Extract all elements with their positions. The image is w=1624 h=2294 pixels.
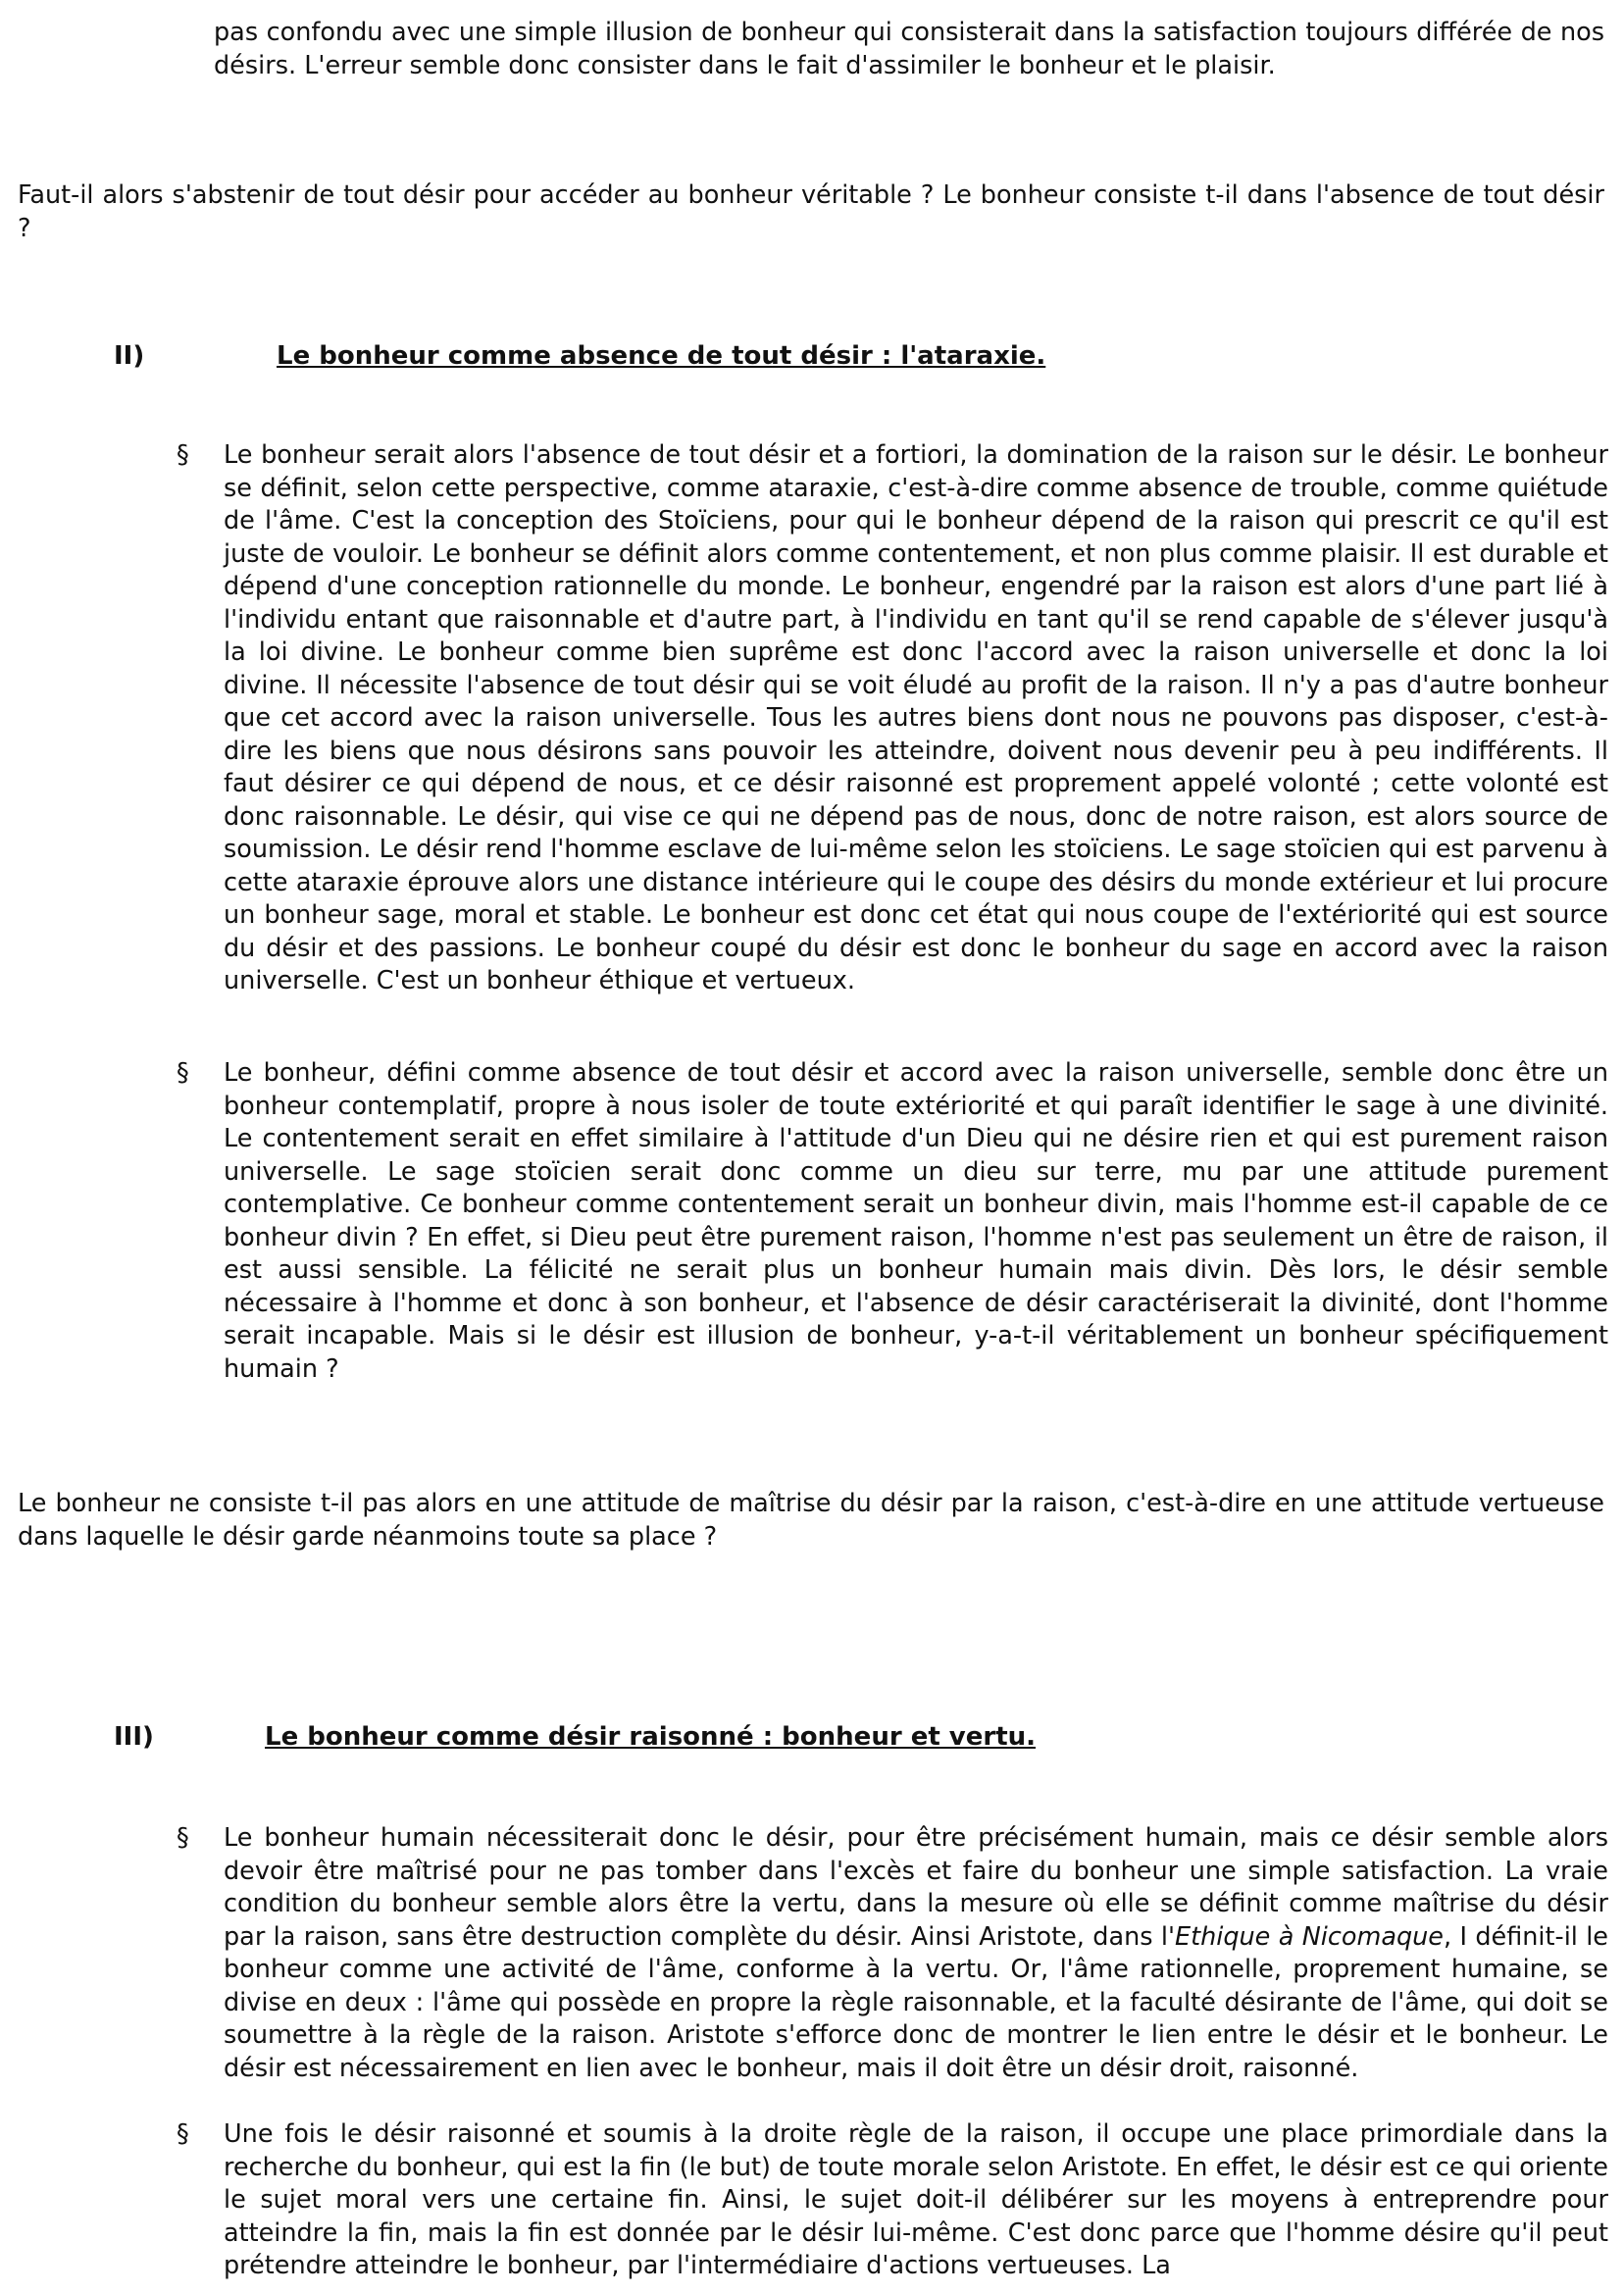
- section-2-heading: [114, 339, 1046, 373]
- section-3-number: III): [114, 1722, 154, 1752]
- section-2-point-2-text: Le bonheur, défini comme absence de tout désir et accord avec la raison universelle, semble donc être un bonheur contemplatif, propre à nous isoler de toute extériorité et qui paraît identifier le sage à une divinité. Le contentement serait en effet similaire à l'attitude d'un Dieu qui ne désire rien et qui est purement raison universelle. Le sage stoïcien serait donc comme un dieu sur terre, mu par une attitude purement contemplative. Ce bonheur comme contentement serait un bonheur divin, mais l'homme est-il capable de ce bonheur divin ? En effet, si Dieu peut être purement raison, l'homme n'est pas seulement un être de raison, il est aussi sensible. La félicité ne serait plus un bonheur humain mais divin. Dès lors, le désir semble nécessaire à l'homme et donc à son bonheur, et l'absence de désir caractériserait la divinité, dont l'homme serait incapable. Mais si le désir est illusion de bonheur, y-a-t-il véritablement un bonheur spécifiquement humain ?: [224, 1058, 1608, 1384]
- section-2-point-1-text: Le bonheur serait alors l'absence de tout désir et a fortiori, la domination de la raison sur le désir. Le bonheur se définit, selon cette perspective, comme ataraxie, c'est-à-dire comme absence de trouble, comme quiétude de l'âme. C'est la conception des Stoïciens, pour qui le bonheur dépend de la raison qui prescrit ce qu'il est juste de vouloir. Le bonheur se définit alors comme contentement, et non plus comme plaisir. Il est durable et dépend d'une conception rationnelle du monde. Le bonheur, engendré par la raison est alors d'une part lié à l'individu entant que raisonnable et d'autre part, à l'individu en tant qu'il se rend capable de s'élever jusqu'à la loi divine. Le bonheur comme bien suprême est donc l'accord avec la raison universelle et donc la loi divine. Il nécessite l'absence de tout désir qui se voit éludé au profit de la raison. Il n'y a pas d'autre bonheur que cet accord avec la raison universelle. Tous les autres biens dont nous ne pouvons pas disposer, c'est-à-dire les biens que nous désirons sans pouvoir les atteindre, doivent nous devenir peu à peu indifférents. Il faut désirer ce qui dépend de nous, et ce désir raisonné est proprement appelé volonté ; cette volonté est donc raisonnable. Le désir, qui vise ce qui ne dépend pas de nous, donc de notre raison, est alors source de soumission. Le désir rend l'homme esclave de lui-même selon les stoïciens. Le sage stoïcien qui est parvenu à cette ataraxie éprouve alors une distance intérieure qui le coupe des désirs du monde extérieur et lui procure un bonheur sage, moral et stable. Le bonheur est donc cet état qui nous coupe de l'extériorité qui est source du désir et des passions. Le bonheur coupé du désir est donc le bonheur du sage en accord avec la raison universelle. C'est un bonheur éthique et vertueux.: [224, 440, 1608, 995]
- section-2-point-1: [177, 439, 1608, 1055]
- book-title: Ethique à Nicomaque: [1174, 1921, 1444, 1952]
- section-3-point-2: [177, 2118, 1608, 2285]
- top-paragraph: pas confondu avec une simple illusion de bonheur qui consisterait dans la satisfaction toujours différée de nos désirs. L'erreur semble donc consister dans le fait d'assimiler le bonheur et le plaisir.: [214, 18, 1604, 80]
- section-mark-icon: §: [177, 2119, 189, 2149]
- transition-question-1: Faut-il alors s'abstenir de tout désir pour accéder au bonheur véritable ? Le bonheur consiste t-il dans l'absence de tout désir ?: [18, 180, 1604, 243]
- section-2-number: II): [114, 341, 145, 371]
- section-3-title: Le bonheur comme désir raisonné : bonheur et vertu.: [265, 1722, 1037, 1752]
- section-mark-icon: §: [177, 440, 189, 470]
- transition-question-2: Le bonheur ne consiste t-il pas alors en une attitude de maîtrise du désir par la raison, c'est-à-dire en une attitude vertueuse dans laquelle le désir garde néanmoins toute sa place ?: [18, 1489, 1604, 1552]
- section-3-point-1: [177, 1822, 1608, 2116]
- section-3-heading: [114, 1720, 1037, 1754]
- section-3-point-2-text: Une fois le désir raisonné et soumis à la droite règle de la raison, il occupe une place primordiale dans la recherche du bonheur, qui est la fin (le but) de toute morale selon Aristote. En effet, le désir est ce qui oriente le sujet moral vers une certaine fin. Ainsi, le sujet doit-il délibérer sur les moyens à entreprendre pour atteindre la fin, mais la fin est donnée par le désir lui-même. C'est donc parce que l'homme désire qu'il peut prétendre atteindre le bonheur, par l'intermédiaire d'actions vertueuses. La: [224, 2119, 1608, 2280]
- section-mark-icon: §: [177, 1058, 189, 1088]
- section-3-point-1-text: Le bonheur humain nécessiterait donc le désir, pour être précisément humain, mais ce désir semble alors devoir être maîtrisé pour ne pas tomber dans l'excès et faire du bonheur une simple satisfaction. La vraie condition du bonheur semble alors être la vertu, dans la mesure où elle se définit comme maîtrise du désir par la raison, sans être destruction complète du désir. Ainsi Aristote, dans l'Ethique à Nicomaque, I définit-il le bonheur comme une activité de l'âme, conforme à la vertu. Or, l'âme rationnelle, proprement humaine, se divise en deux : l'âme qui possède en propre la règle raisonnable, et la faculté désirante de l'âme, qui doit se soumettre à la règle de la raison. Aristote s'efforce donc de montrer le lien entre le désir et le bonheur. Le désir est nécessairement en lien avec le bonheur, mais il doit être un désir droit, raisonné.: [224, 1823, 1608, 2083]
- section-2-title: Le bonheur comme absence de tout désir : l'ataraxie.: [277, 341, 1046, 371]
- section-2-point-2: [177, 1057, 1608, 1391]
- section-mark-icon: §: [177, 1823, 189, 1853]
